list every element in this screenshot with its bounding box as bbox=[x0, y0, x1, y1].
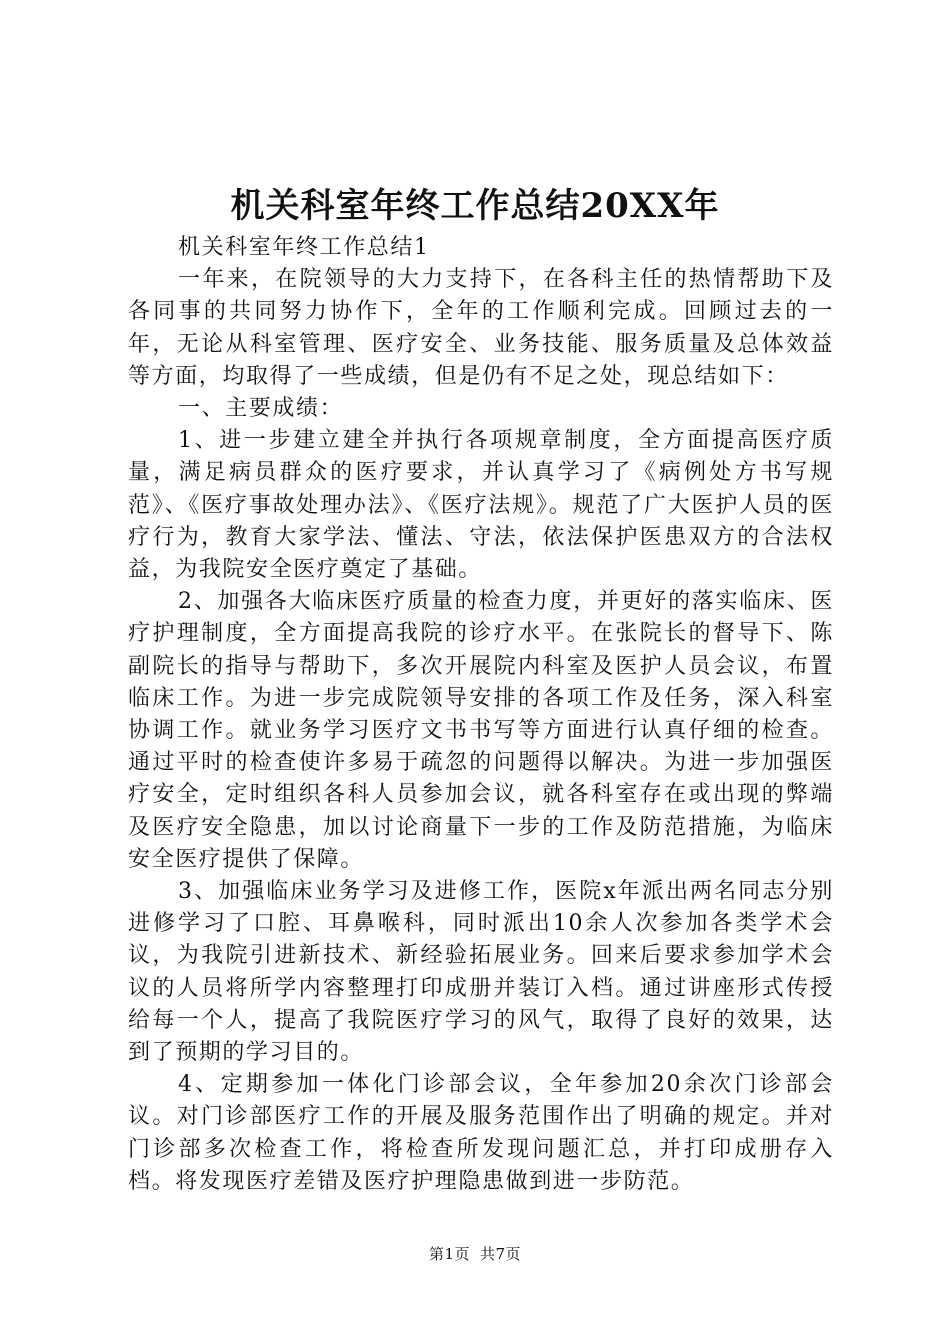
page-total: 共7页 bbox=[480, 1245, 522, 1263]
document-title: 机关科室年终工作总结20XX年 bbox=[230, 186, 720, 226]
page-number: 第1页 bbox=[428, 1245, 470, 1263]
intro-paragraph: 一年来，在院领导的大力支持下，在各科主任的热情帮助下及各同事的共同努力协作下，全年的工作顺利完成。回顾过去的一年，无论从科室管理、医疗安全、业务技能、服务质量及总体效益等方面，均取得了一些成绩，但是仍有不足之处，现总结如下： bbox=[128, 267, 834, 389]
subsection-heading: 一、主要成绩： bbox=[178, 396, 344, 422]
section-heading: 机关科室年终工作总结1 bbox=[178, 235, 430, 260]
paragraph-item-2: 2、加强各大临床医疗质量的检查力度，并更好的落实临床、医疗护理制度，全方面提高我院的诊疗水平。在张院长的督导下、陈副院长的指导与帮助下，多次开展院内科室及医护人员会议，布置临床工作。为进一步完成院领导安排的各项工作及任务，深入科室协调工作。就业务学习医疗文书书写等方面进行认真仔细的检查。通过平时的检查使许多易于疏忽的问题得以解决。为进一步加强医疗安全，定时组织各科人员参加会议，就各科室存在或出现的弊端及医疗安全隐患，加以讨论商量下一步的工作及防范措施，为临床安全医疗提供了保障。 bbox=[128, 589, 834, 872]
document-body bbox=[128, 232, 834, 1198]
paragraph-item-3: 3、加强临床业务学习及进修工作，医院x年派出两名同志分别进修学习了口腔、耳鼻喉科，同时派出10余人次参加各类学术会议，为我院引进新技术、新经验拓展业务。回来后要求参加学术会议的人员将所学内容整理打印成册并装订入档。通过讲座形式传授给每一个人，提高了我院医疗学习的风气，取得了良好的效果，达到了预期的学习目的。 bbox=[128, 879, 834, 1066]
page-footer bbox=[0, 1244, 950, 1264]
paragraph-item-4: 4、定期参加一体化门诊部会议，全年参加20余次门诊部会议。对门诊部医疗工作的开展及服务范围作出了明确的规定。并对门诊部多次检查工作，将检查所发现问题汇总，并打印成册存入档。将发现医疗差错及医疗护理隐患做到进一步防范。 bbox=[128, 1072, 834, 1194]
paragraph-item-1: 1、进一步建立建全并执行各项规章制度，全方面提高医疗质量，满足病员群众的医疗要求，并认真学习了《病例处方书写规范》、《医疗事故处理办法》、《医疗法规》。规范了广大医护人员的医疗行为，教育大家学法、懂法、守法，依法保护医患双方的合法权益，为我院安全医疗奠定了基础。 bbox=[128, 428, 834, 583]
